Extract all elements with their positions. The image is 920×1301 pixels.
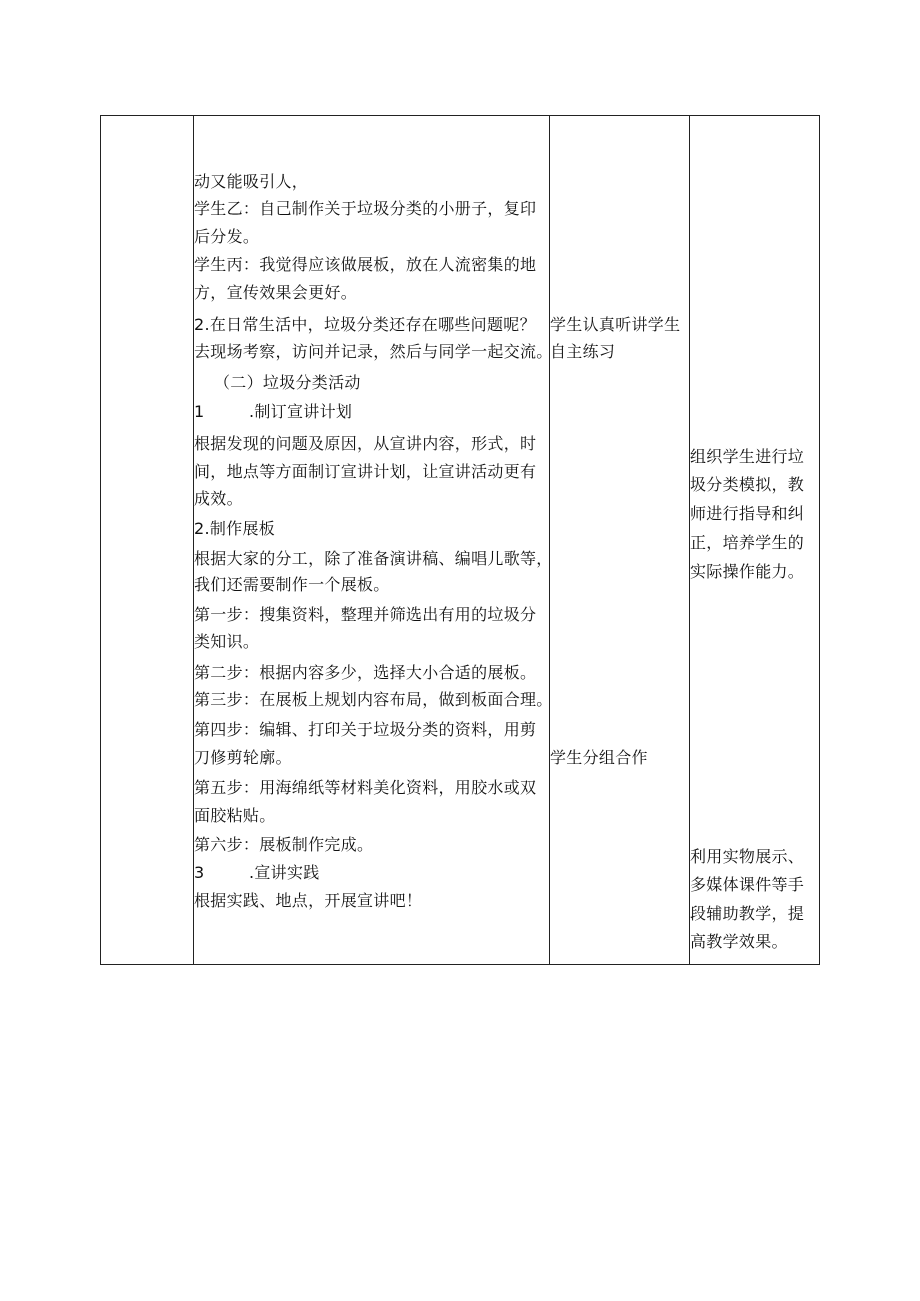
content-line: 第四步：编辑、打印关于垃圾分类的资料，用剪 <box>194 719 537 739</box>
content-line: 根据大家的分工，除了准备演讲稿、编唱儿歌等， <box>194 548 553 568</box>
design-intent-line: 高教学效果。 <box>690 931 788 951</box>
content-line: 类知识。 <box>194 632 260 652</box>
content-line: 学生丙：我觉得应该做展板，放在人流密集的地 <box>194 255 537 275</box>
step-heading: 2.制作展板 <box>194 518 276 538</box>
step-heading: .制订宣讲计划 <box>249 402 353 421</box>
empty-stage-cell <box>101 116 193 964</box>
student-activity-line: 学生认真听讲学生 <box>550 314 681 334</box>
design-intent-line: 圾分类模拟，教 <box>690 475 805 495</box>
step-number: 3 <box>194 862 205 882</box>
content-line: 第二步：根据内容多少，选择大小合适的展板。 <box>194 662 537 682</box>
content-line: 第一步：搜集资料，整理并筛选出有用的垃圾分 <box>194 604 537 624</box>
content-line: 第三步：在展板上规划内容布局，做到板面合理。 <box>194 690 553 710</box>
content-line: 去现场考察，访问并记录，然后与同学一起交流。 <box>194 342 553 362</box>
content-line: 方，宣传效果会更好。 <box>194 282 358 302</box>
student-activity-cell <box>550 116 689 964</box>
lesson-table <box>100 115 820 965</box>
content-line: 动又能吸引人， <box>194 171 309 191</box>
design-intent-line: 多媒体课件等手 <box>690 874 805 894</box>
content-line: 第五步：用海绵纸等材料美化资料，用胶水或双 <box>194 777 537 797</box>
content-line: 第六步：展板制作完成。 <box>194 834 374 854</box>
content-line: 后分发。 <box>194 227 260 247</box>
step-heading: .宣讲实践 <box>249 862 320 882</box>
design-intent-cell <box>690 116 821 964</box>
section-heading: （二）垃圾分类活动 <box>214 372 361 392</box>
content-line: 根据实践、地点，开展宣讲吧！ <box>194 890 423 910</box>
content-line: 成效。 <box>194 489 243 509</box>
design-intent-line: 组织学生进行垃 <box>690 447 805 467</box>
content-line: 刀修剪轮廓。 <box>194 747 292 767</box>
content-line: 我们还需要制作一个展板。 <box>194 575 390 595</box>
design-intent-line: 正，培养学生的 <box>690 533 805 553</box>
teaching-content-cell <box>194 116 553 964</box>
content-line: 学生乙：自己制作关于垃圾分类的小册子，复印 <box>194 199 537 219</box>
student-activity-line: 学生分组合作 <box>550 747 648 767</box>
content-line: 2.在日常生活中，垃圾分类还存在哪些问题呢？ <box>194 314 536 334</box>
step-number: 1 <box>194 402 205 421</box>
content-line: 根据发现的问题及原因，从宣讲内容，形式，时 <box>194 433 537 453</box>
content-line: 间，地点等方面制订宣讲计划，让宣讲活动更有 <box>194 461 537 481</box>
design-intent-line: 段辅助教学，提 <box>690 904 805 924</box>
design-intent-line: 师进行指导和纠 <box>690 504 805 524</box>
content-line: 面胶粘贴。 <box>194 805 276 825</box>
design-intent-line: 利用实物展示、 <box>690 846 805 866</box>
design-intent-line: 实际操作能力。 <box>690 562 805 582</box>
student-activity-line: 自主练习 <box>550 342 616 362</box>
